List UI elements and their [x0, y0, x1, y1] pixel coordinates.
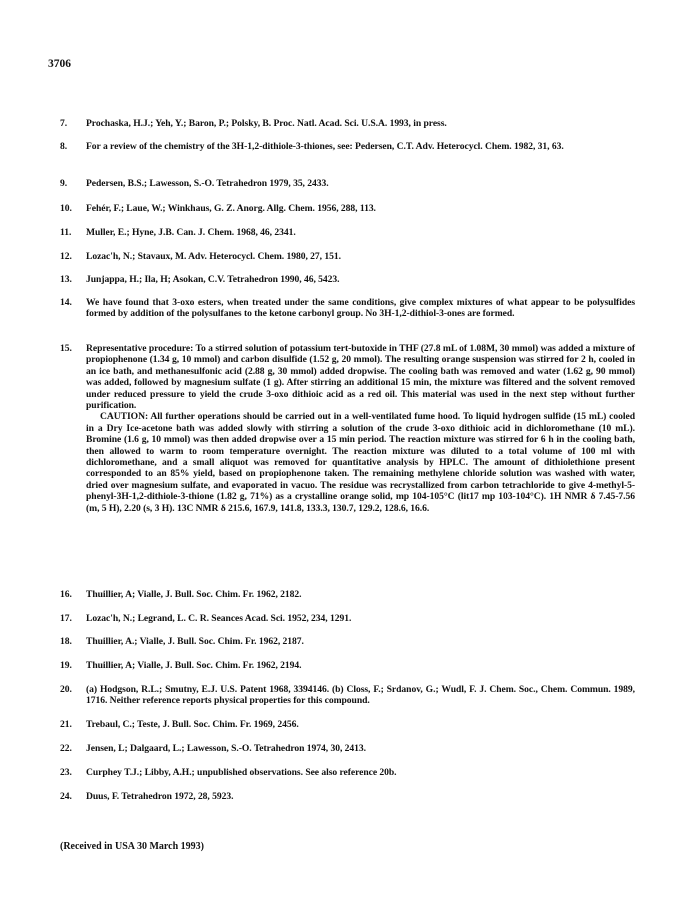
reference-text: Thuillier, A; Vialle, J. Bull. Soc. Chim. Fr. 1962, 2194. [86, 660, 302, 671]
reference-item [60, 141, 635, 152]
reference-text: Lozac'h, N.; Stavaux, M. Adv. Heterocycl. Chem. 1980, 27, 151. [86, 251, 341, 262]
reference-number: 13. [60, 274, 72, 285]
reference-number: 10. [60, 203, 72, 214]
received-date: (Received in USA 30 March 1993) [60, 841, 204, 852]
reference-text: Prochaska, H.J.; Yeh, Y.; Baron, P.; Polsky, B. Proc. Natl. Acad. Sci. U.S.A. 1993, in press. [86, 118, 447, 129]
reference-item [60, 227, 635, 238]
reference-item [60, 118, 635, 129]
reference-item [60, 719, 635, 730]
reference-text: For a review of the chemistry of the 3H-1,2-dithiole-3-thiones, see: Pedersen, C.T. Adv. Heterocycl. Chem. 1982, 31, 63. [86, 141, 564, 152]
reference-number: 20. [60, 684, 72, 695]
reference-number: 24. [60, 791, 72, 802]
reference-number: 11. [60, 227, 72, 238]
reference-number: 7. [60, 118, 68, 129]
caution-paragraph: CAUTION: All further operations should be carried out in a well-ventilated fume hood. To liquid hydrogen sulfide (15 mL) cooled in a Dry Ice-acetone bath was added slowly with stirring a solution of the crude 3-oxo dithioic acid in dichloromethane (10 mL). Bromine (1.6 g, 10 mmol) was then added dropwise over a 15 min period. The reaction mixture was stirred for 6 h in the cooling bath, then allowed to warm to room temperature overnight. The reaction mixture was diluted to a total volume of 100 ml with dichloromethane, and a small aliquot was removed for quantitative analysis by HPLC. The amount of dithiolethione present corresponded to an 85% yield, based on propiophenone taken. The remaining methylene chloride solution was washed with water, dried over magnesium sulfate, and evaporated in vacuo. The residue was recrystallized from carbon tetrachloride to give 4-methyl-5-phenyl-3H-1,2-dithiole-3-thione (1.82 g, 71%) as a crystalline orange solid, mp 104-105°C (lit17 mp 103-104°C). 1H NMR δ 7.45-7.56 (m, 5 H), 2.20 (s, 3 H). 13C NMR δ 215.6, 167.9, 141.8, 133.3, 130.7, 129.2, 128.6, 16.6. [86, 411, 635, 514]
reference-text: (a) Hodgson, R.L.; Smutny, E.J. U.S. Patent 1968, 3394146. (b) Closs, F.; Srdanov, G.; Wudl, F. J. Chem. Soc., Chem. Commun. 1989, 1716. Neither reference reports physical properties for this compound. [86, 684, 635, 707]
reference-number: 17. [60, 613, 72, 624]
reference-number: 23. [60, 767, 72, 778]
reference-text: Trebaul, C.; Teste, J. Bull. Soc. Chim. Fr. 1969, 2456. [86, 719, 299, 730]
reference-number: 22. [60, 743, 72, 754]
reference-item [60, 743, 635, 754]
reference-number: 8. [60, 141, 68, 152]
reference-item [60, 178, 635, 189]
reference-body [86, 343, 635, 514]
reference-item [60, 613, 635, 624]
reference-item [60, 343, 635, 514]
reference-text: Curphey T.J.; Libby, A.H.; unpublished observations. See also reference 20b. [86, 767, 397, 778]
reference-text: Pedersen, B.S.; Lawesson, S.-O. Tetrahedron 1979, 35, 2433. [86, 178, 329, 189]
reference-item [60, 767, 635, 778]
reference-text: Junjappa, H.; Ila, H; Asokan, C.V. Tetrahedron 1990, 46, 5423. [86, 274, 340, 285]
reference-text: Thuillier, A.; Vialle, J. Bull. Soc. Chim. Fr. 1962, 2187. [86, 636, 304, 647]
reference-number: 14. [60, 297, 72, 308]
reference-text: We have found that 3-oxo esters, when treated under the same conditions, give complex mixtures of what appear to be polysulfides formed by addition of the polysulfanes to the ketone carbonyl group. No 3H-1,2-dithiol-3-ones are formed. [86, 297, 635, 320]
reference-number: 18. [60, 636, 72, 647]
reference-number: 9. [60, 178, 68, 189]
reference-text: Lozac'h, N.; Legrand, L. C. R. Seances Acad. Sci. 1952, 234, 1291. [86, 613, 352, 624]
reference-number: 12. [60, 251, 72, 262]
reference-item [60, 636, 635, 647]
reference-number: 15. [60, 343, 72, 354]
reference-item [60, 589, 635, 600]
reference-item [60, 791, 635, 802]
reference-text: Thuillier, A; Vialle, J. Bull. Soc. Chim. Fr. 1962, 2182. [86, 589, 302, 600]
reference-item [60, 251, 635, 262]
reference-number: 21. [60, 719, 72, 730]
reference-item [60, 297, 635, 320]
reference-number: 19. [60, 660, 72, 671]
reference-number: 16. [60, 589, 72, 600]
reference-item [60, 274, 635, 285]
reference-text: Jensen, L; Dalgaard, L.; Lawesson, S.-O. Tetrahedron 1974, 30, 2413. [86, 743, 366, 754]
procedure-paragraph: Representative procedure: To a stirred solution of potassium tert-butoxide in THF (27.8 mL of 1.08M, 30 mmol) was added a mixture of propiophenone (1.34 g, 10 mmol) and carbon disulfide (1.52 g, 20 mmol). The resulting orange suspension was stirred for 2 h, cooled in an ice bath, and methanesulfonic acid (2.88 g, 30 mmol) added dropwise. The cooling bath was removed and water (1.62 g, 90 mmol) was added, followed by magnesium sulfate (1 g). After stirring an additional 15 min, the mixture was filtered and the solvent removed under reduced pressure to yield the crude 3-oxo dithioic acid as a red oil. This material was used in the next step without further purification. [86, 343, 635, 412]
reference-text: Duus, F. Tetrahedron 1972, 28, 5923. [86, 791, 234, 802]
reference-item [60, 684, 635, 707]
reference-item [60, 203, 635, 214]
reference-text: Muller, E.; Hyne, J.B. Can. J. Chem. 1968, 46, 2341. [86, 227, 296, 238]
reference-item [60, 660, 635, 671]
reference-text: Fehér, F.; Laue, W.; Winkhaus, G. Z. Anorg. Allg. Chem. 1956, 288, 113. [86, 203, 376, 214]
page-number: 3706 [48, 58, 71, 70]
